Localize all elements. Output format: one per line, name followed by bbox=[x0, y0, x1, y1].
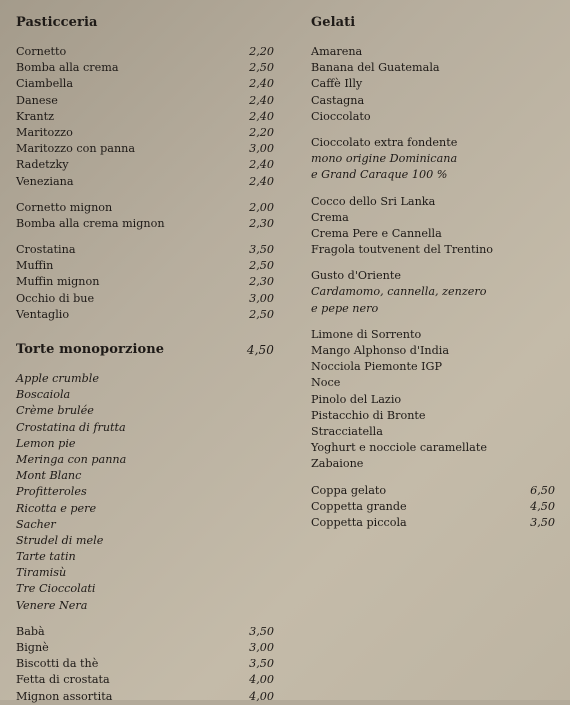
menu-item bbox=[16, 598, 274, 614]
menu-item-price: 4,00 bbox=[249, 673, 274, 687]
menu-item-name: Pinolo del Lazio bbox=[311, 392, 402, 406]
menu-item bbox=[311, 76, 555, 92]
menu-item-name: Strudel di mele bbox=[16, 533, 104, 547]
menu-item bbox=[16, 174, 274, 190]
menu-item bbox=[16, 640, 274, 656]
menu-item-price: 2,40 bbox=[249, 174, 274, 188]
menu-item-name: Nocciola Piemonte IGP bbox=[311, 360, 443, 374]
menu-item-price: 3,50 bbox=[249, 624, 274, 638]
menu-item bbox=[311, 375, 555, 391]
menu-item bbox=[16, 468, 274, 484]
menu-item-name: Maritozzo con panna bbox=[16, 142, 136, 156]
menu-item bbox=[16, 624, 274, 640]
menu-item-name: Meringa con panna bbox=[16, 452, 127, 466]
menu-item-price: 2,40 bbox=[249, 93, 274, 107]
menu-item bbox=[16, 436, 274, 452]
menu-item bbox=[311, 440, 555, 456]
menu-item-name: Ricotta e pere bbox=[16, 501, 97, 515]
menu-item-name: Sacher bbox=[16, 517, 56, 531]
menu-item bbox=[311, 408, 555, 424]
menu-item bbox=[16, 291, 274, 307]
menu-item-name: Occhio di bue bbox=[16, 291, 95, 305]
menu-item-price: 3,50 bbox=[249, 657, 274, 671]
menu-item bbox=[16, 216, 274, 232]
menu-item-price: 2,50 bbox=[249, 259, 274, 273]
menu-item bbox=[311, 424, 555, 440]
menu-item-name: Crema Pere e Cannella bbox=[311, 226, 442, 240]
torte-list bbox=[16, 371, 274, 614]
menu-item-price: 2,40 bbox=[249, 109, 274, 123]
menu-item-name: Maritozzo bbox=[16, 125, 73, 139]
menu-item-name: Coppetta grande bbox=[311, 499, 407, 513]
menu-item-price: 3,00 bbox=[249, 641, 274, 654]
menu-item-name: Yoghurt e nocciole caramellate bbox=[311, 441, 487, 455]
menu-item bbox=[311, 301, 555, 317]
menu-item-name: Cornetto mignon bbox=[16, 200, 113, 214]
menu-item bbox=[311, 109, 555, 125]
menu-item-name: Noce bbox=[311, 376, 341, 390]
menu-item bbox=[16, 141, 274, 157]
menu-item bbox=[311, 359, 555, 375]
menu-item bbox=[311, 226, 555, 242]
torte-title: Torte monoporzione bbox=[16, 342, 165, 357]
menu-item-name: e Grand Caraque 100 % bbox=[311, 168, 448, 182]
menu-item-name: e pepe nero bbox=[311, 301, 379, 315]
gelati-list bbox=[311, 44, 555, 473]
menu-item bbox=[311, 268, 555, 284]
right-column bbox=[311, 14, 555, 531]
menu-item-name: Cornetto bbox=[16, 45, 67, 58]
menu-item bbox=[311, 483, 555, 499]
menu-item-name: Crostatina bbox=[16, 243, 76, 257]
menu-item-name: Coppetta piccola bbox=[311, 515, 407, 529]
menu-item bbox=[16, 371, 274, 387]
menu-item-name: Mignon assortita bbox=[16, 689, 113, 703]
menu-item-price: 2,20 bbox=[249, 125, 274, 139]
menu-item-price: 2,30 bbox=[249, 216, 274, 230]
menu-item bbox=[311, 242, 555, 258]
menu-item-name: Boscaiola bbox=[16, 388, 71, 402]
menu-item-price: 4,50 bbox=[530, 499, 555, 513]
menu-item-name: Profitteroles bbox=[16, 485, 87, 499]
menu-item-name: Biscotti da thè bbox=[16, 657, 99, 671]
menu-item bbox=[16, 484, 274, 500]
menu-item bbox=[311, 135, 555, 151]
menu-item-name: Fetta di crostata bbox=[16, 673, 110, 687]
menu-item-name: Crostatina di frutta bbox=[16, 420, 126, 434]
pasticceria-heading bbox=[16, 14, 274, 32]
menu-item bbox=[311, 392, 555, 408]
menu-item-price: 3,00 bbox=[249, 142, 274, 156]
menu-item-name: Danese bbox=[16, 93, 58, 107]
menu-item-price: 2,50 bbox=[249, 61, 274, 75]
menu-item-name: Cioccolato bbox=[311, 109, 371, 123]
menu-item-name: Tre Cioccolati bbox=[16, 582, 96, 596]
menu-item bbox=[16, 307, 274, 323]
menu-item-name: Tarte tatin bbox=[16, 550, 76, 564]
menu-item-name: Castagna bbox=[311, 93, 365, 107]
menu-item bbox=[16, 125, 274, 141]
menu-item-name: Mont Blanc bbox=[16, 469, 82, 483]
menu-item bbox=[16, 517, 274, 533]
menu-item-name: Amarena bbox=[311, 45, 363, 58]
menu-item-name: Zabaione bbox=[311, 457, 364, 471]
gelati-sizes-list bbox=[311, 483, 555, 532]
menu-item-price: 3,00 bbox=[249, 291, 274, 305]
menu-item-name: Banana del Guatemala bbox=[311, 61, 440, 75]
menu-item-name: mono origine Dominicana bbox=[311, 152, 458, 166]
menu-item bbox=[16, 565, 274, 581]
menu-item-name: Fragola toutvenent del Trentino bbox=[311, 243, 494, 257]
menu-item-name: Lemon pie bbox=[16, 436, 76, 450]
menu-item bbox=[16, 403, 274, 419]
menu-item-name: Ciambella bbox=[16, 77, 74, 91]
menu-item bbox=[311, 151, 555, 167]
left-column bbox=[16, 14, 274, 705]
menu-item-name: Gusto d'Oriente bbox=[311, 269, 401, 283]
menu-item bbox=[16, 258, 274, 274]
menu-item bbox=[16, 274, 274, 290]
menu-item bbox=[16, 76, 274, 92]
menu-item bbox=[16, 387, 274, 403]
menu-item-name: Muffin mignon bbox=[16, 275, 100, 289]
menu-item-name: Caffè Illy bbox=[311, 77, 363, 91]
menu-item bbox=[16, 501, 274, 517]
torte-heading bbox=[16, 341, 274, 359]
menu-item bbox=[311, 60, 555, 76]
torte-extras-list bbox=[16, 624, 274, 705]
menu-item bbox=[311, 499, 555, 515]
menu-item-name: Babà bbox=[16, 624, 45, 638]
menu-item bbox=[16, 672, 274, 688]
gelati-heading bbox=[311, 14, 555, 32]
pasticceria-list bbox=[16, 44, 274, 323]
menu-item-name: Krantz bbox=[16, 109, 54, 123]
menu-item bbox=[311, 194, 555, 210]
menu-item-name: Cocco dello Sri Lanka bbox=[311, 194, 436, 208]
menu-item bbox=[16, 420, 274, 436]
menu-item-price: 6,50 bbox=[530, 483, 555, 497]
menu-item-name: Stracciatella bbox=[311, 424, 383, 438]
menu-item bbox=[16, 109, 274, 125]
menu-item bbox=[311, 167, 555, 183]
menu-item-name: Venere Nera bbox=[16, 598, 88, 612]
menu-item-name: Tiramisù bbox=[16, 566, 67, 580]
menu-item-name: Bomba alla crema bbox=[16, 61, 119, 75]
menu-item bbox=[16, 60, 274, 76]
torte-price: 4,50 bbox=[246, 343, 274, 357]
menu-item bbox=[311, 515, 555, 531]
menu-item-name: Coppa gelato bbox=[311, 483, 387, 497]
menu-item-name: Crema bbox=[311, 210, 349, 224]
menu-item bbox=[311, 44, 555, 60]
menu-item-price: 3,50 bbox=[530, 515, 555, 529]
menu-item bbox=[16, 533, 274, 549]
menu-item-name: Muffin bbox=[16, 259, 54, 273]
menu-item-price: 2,20 bbox=[249, 45, 274, 58]
menu-item-price: 2,40 bbox=[249, 77, 274, 91]
menu-item bbox=[16, 689, 274, 705]
menu-item bbox=[311, 456, 555, 472]
menu-item-price: 4,00 bbox=[249, 689, 274, 703]
menu-item bbox=[311, 284, 555, 300]
menu-item bbox=[16, 44, 274, 60]
menu-item-price: 3,50 bbox=[249, 243, 274, 257]
menu-item-name: Bomba alla crema mignon bbox=[16, 216, 165, 230]
menu-item-name: Limone di Sorrento bbox=[311, 327, 422, 341]
menu-item bbox=[16, 656, 274, 672]
menu-item-price: 2,50 bbox=[249, 307, 274, 321]
menu-item-name: Cardamomo, cannella, zenzero bbox=[311, 285, 487, 299]
menu-item bbox=[16, 581, 274, 597]
menu-item-price: 2,30 bbox=[249, 275, 274, 289]
menu-item-name: Pistacchio di Bronte bbox=[311, 408, 426, 422]
menu-item-name: Cioccolato extra fondente bbox=[311, 135, 458, 149]
menu-item bbox=[16, 452, 274, 468]
menu-item bbox=[311, 343, 555, 359]
menu-item-name: Apple crumble bbox=[16, 372, 99, 385]
menu-item bbox=[311, 93, 555, 109]
menu-item bbox=[16, 157, 274, 173]
menu-item-name: Radetzky bbox=[16, 158, 69, 172]
menu-item bbox=[16, 242, 274, 258]
gelati-title: Gelati bbox=[311, 15, 356, 30]
menu-item bbox=[311, 210, 555, 226]
menu-item-name: Veneziana bbox=[16, 174, 74, 188]
menu-item-name: Ventaglio bbox=[16, 307, 70, 321]
menu-item-name: Mango Alphonso d'India bbox=[311, 344, 450, 357]
menu-item bbox=[16, 93, 274, 109]
menu-item-name: Crème brulée bbox=[16, 404, 94, 418]
menu-item bbox=[16, 549, 274, 565]
menu-item bbox=[16, 200, 274, 216]
pasticceria-title: Pasticceria bbox=[16, 15, 98, 30]
menu-item bbox=[311, 327, 555, 343]
menu-item-name: Bignè bbox=[16, 641, 49, 654]
menu-item-price: 2,40 bbox=[249, 158, 274, 172]
menu-item-price: 2,00 bbox=[249, 200, 274, 214]
